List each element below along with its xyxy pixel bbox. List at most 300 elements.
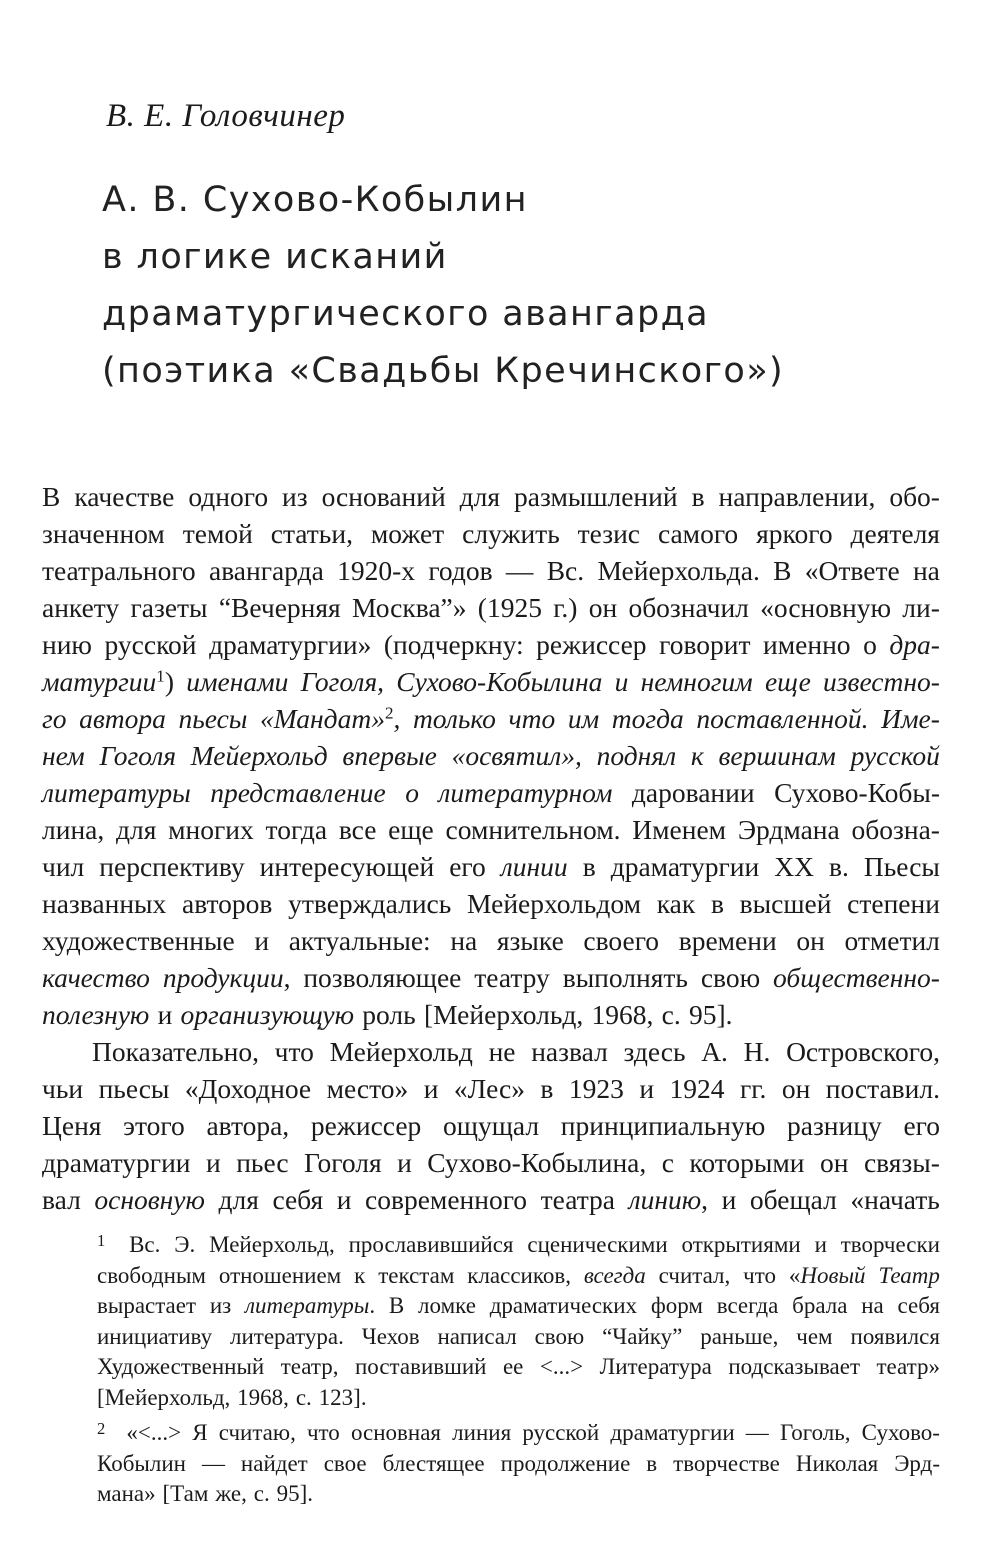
text-fragment: о bbox=[405, 777, 419, 808]
text-fragment: к bbox=[690, 740, 704, 771]
text-fragment: — bbox=[745, 1420, 769, 1445]
text-fragment: «<...> bbox=[126, 1420, 182, 1445]
footnotes bbox=[97, 1230, 940, 1510]
text-fragment: пьес bbox=[236, 1147, 289, 1178]
word bbox=[342, 737, 436, 774]
text-fragment: для bbox=[116, 814, 157, 845]
text-fragment: русской bbox=[104, 629, 197, 660]
word bbox=[692, 478, 705, 515]
word bbox=[324, 1449, 367, 1480]
word bbox=[792, 1291, 847, 1322]
word bbox=[659, 1261, 731, 1292]
word bbox=[861, 1291, 884, 1322]
word bbox=[584, 1261, 646, 1292]
word bbox=[210, 774, 386, 811]
text-fragment: этого bbox=[123, 1110, 185, 1141]
word bbox=[782, 1070, 810, 1107]
text-fragment: отношением bbox=[218, 1262, 342, 1288]
word bbox=[689, 996, 733, 1033]
word bbox=[540, 1352, 583, 1383]
word bbox=[449, 848, 486, 885]
word bbox=[97, 1352, 264, 1383]
text-fragment: гг. bbox=[740, 1073, 767, 1104]
text-fragment: обещал bbox=[749, 1184, 837, 1215]
word bbox=[282, 478, 308, 515]
text-fragment: Литература bbox=[599, 1354, 712, 1379]
text-fragment: брала bbox=[792, 1293, 848, 1318]
word bbox=[97, 1418, 115, 1449]
text-fragment: о bbox=[863, 629, 877, 660]
text-fragment: Гоголя, bbox=[300, 666, 385, 697]
word bbox=[42, 811, 104, 848]
word bbox=[192, 1418, 207, 1449]
text-fragment: и bbox=[254, 925, 270, 956]
text-fragment: что bbox=[306, 1420, 340, 1445]
title-line: в логике исканий bbox=[102, 237, 448, 277]
text-fragment: что bbox=[274, 1036, 314, 1067]
word bbox=[718, 737, 835, 774]
text-fragment: основную bbox=[94, 1184, 205, 1215]
text-fragment: драматических bbox=[489, 1293, 638, 1318]
word bbox=[632, 774, 755, 811]
word bbox=[773, 552, 791, 589]
text-fragment: высшей bbox=[739, 888, 832, 919]
text-fragment: и bbox=[639, 1073, 655, 1104]
text-fragment: представление bbox=[210, 777, 386, 808]
text-fragment: назвал bbox=[531, 1036, 608, 1067]
text-fragment: Эрдмана bbox=[737, 814, 840, 845]
word bbox=[42, 663, 174, 700]
text-fragment: он bbox=[781, 1073, 811, 1104]
word bbox=[355, 1352, 487, 1383]
text-fragment: литературы bbox=[42, 777, 191, 808]
word bbox=[275, 1033, 314, 1070]
word bbox=[589, 589, 617, 626]
word bbox=[851, 515, 940, 552]
word bbox=[42, 478, 60, 515]
word bbox=[218, 1181, 258, 1218]
word bbox=[42, 1144, 191, 1181]
text-fragment: Островского, bbox=[786, 1036, 940, 1067]
word bbox=[889, 478, 940, 515]
text-fragment: (подчеркну: bbox=[383, 629, 524, 660]
footnote-line bbox=[97, 1322, 940, 1353]
word bbox=[728, 1352, 860, 1383]
word bbox=[624, 1033, 686, 1070]
word bbox=[129, 1230, 160, 1261]
text-fragment: себя bbox=[897, 1293, 940, 1318]
word bbox=[92, 1033, 259, 1070]
body-line bbox=[42, 515, 940, 552]
text-fragment: Име- bbox=[881, 703, 940, 734]
word bbox=[288, 885, 451, 922]
text-fragment: себя bbox=[272, 1184, 324, 1215]
word bbox=[722, 1181, 737, 1218]
text-fragment: Мейерхольд, bbox=[209, 1232, 335, 1257]
word bbox=[820, 1144, 848, 1181]
text-fragment: — bbox=[505, 555, 534, 586]
word bbox=[662, 996, 681, 1033]
text-fragment: современного bbox=[365, 1184, 528, 1215]
word bbox=[97, 1383, 230, 1414]
text-fragment: тогда bbox=[265, 814, 328, 845]
text-fragment: самого bbox=[657, 518, 739, 549]
text-fragment: и bbox=[814, 1232, 827, 1257]
footnote-line bbox=[97, 1291, 940, 1322]
text-fragment: в bbox=[710, 888, 724, 919]
title-line: драматургического авангарда bbox=[102, 294, 710, 334]
footnote-line bbox=[97, 1352, 940, 1383]
text-fragment: связы- bbox=[863, 1147, 940, 1178]
word bbox=[691, 737, 704, 774]
word bbox=[42, 552, 196, 589]
word bbox=[182, 885, 272, 922]
word bbox=[354, 1261, 365, 1292]
word bbox=[202, 1449, 225, 1480]
word bbox=[215, 1479, 247, 1510]
word bbox=[438, 774, 612, 811]
body-line bbox=[42, 663, 940, 700]
word bbox=[362, 1322, 420, 1353]
text-fragment: в bbox=[582, 851, 596, 882]
word bbox=[42, 700, 66, 737]
word bbox=[497, 922, 564, 959]
text-fragment: Сухово-Кобы- bbox=[774, 777, 940, 808]
text-fragment: он bbox=[796, 925, 825, 956]
word bbox=[362, 996, 415, 1033]
word bbox=[796, 1449, 878, 1480]
text-fragment: анкету bbox=[42, 592, 120, 623]
word bbox=[97, 1449, 186, 1480]
word bbox=[628, 589, 748, 626]
body-line bbox=[42, 996, 940, 1033]
text-fragment: «освятил», bbox=[451, 740, 582, 771]
text-fragment: здесь bbox=[623, 1036, 686, 1067]
body-line bbox=[42, 552, 940, 589]
text-fragment: яркого bbox=[756, 518, 833, 549]
text-fragment: на bbox=[450, 925, 478, 956]
word bbox=[651, 1291, 703, 1322]
word bbox=[174, 1230, 195, 1261]
word bbox=[541, 1181, 615, 1218]
word bbox=[237, 1383, 289, 1414]
word bbox=[689, 1144, 804, 1181]
text-fragment: продукции bbox=[162, 962, 284, 993]
word bbox=[97, 1322, 212, 1353]
word bbox=[311, 1107, 421, 1144]
text-fragment: утверждались bbox=[288, 888, 452, 919]
text-fragment: Мейерхольда. bbox=[597, 555, 760, 586]
text-fragment: значенном bbox=[42, 518, 165, 549]
text-fragment: Театр bbox=[878, 1262, 940, 1288]
word bbox=[116, 811, 156, 848]
word bbox=[478, 589, 542, 626]
text-fragment: Гоголь, bbox=[779, 1420, 851, 1445]
text-fragment: В bbox=[388, 1293, 405, 1318]
text-fragment: на bbox=[861, 1293, 884, 1318]
word bbox=[97, 1230, 115, 1261]
word bbox=[826, 1070, 940, 1107]
word bbox=[236, 1144, 288, 1181]
text-fragment: Сухово- bbox=[861, 1420, 940, 1445]
text-fragment: и bbox=[206, 1147, 221, 1178]
word bbox=[796, 1322, 832, 1353]
text-fragment: степени bbox=[847, 888, 940, 919]
text-fragment: он bbox=[820, 1147, 849, 1178]
text-fragment: Э. bbox=[174, 1232, 196, 1257]
text-fragment: драматургии bbox=[42, 1147, 191, 1178]
text-fragment: — bbox=[201, 1450, 225, 1476]
text-fragment: ли- bbox=[902, 592, 940, 623]
word bbox=[659, 626, 750, 663]
word bbox=[424, 1070, 439, 1107]
word bbox=[658, 515, 738, 552]
text-fragment: направлении, bbox=[718, 481, 876, 512]
text-fragment: с. bbox=[253, 1481, 270, 1506]
word bbox=[42, 922, 235, 959]
text-fragment: В bbox=[773, 555, 792, 586]
word bbox=[527, 1230, 667, 1261]
word bbox=[388, 811, 434, 848]
body-line bbox=[42, 959, 940, 996]
text-fragment: из bbox=[282, 481, 308, 512]
text-fragment: времени bbox=[678, 925, 777, 956]
word bbox=[254, 1479, 270, 1510]
word bbox=[894, 1449, 940, 1480]
text-fragment: и bbox=[614, 666, 629, 697]
text-fragment: качестве bbox=[74, 481, 175, 512]
text-fragment: линии bbox=[500, 851, 568, 882]
text-fragment: может bbox=[370, 518, 445, 549]
word bbox=[277, 1479, 313, 1510]
text-fragment: в bbox=[691, 481, 705, 512]
text-fragment: литературном bbox=[438, 777, 613, 808]
text-fragment: Именем bbox=[632, 814, 727, 845]
article-title bbox=[102, 172, 962, 400]
body-line bbox=[42, 737, 940, 774]
text-fragment: только bbox=[412, 703, 496, 734]
word bbox=[646, 1449, 657, 1480]
text-fragment: тогда bbox=[611, 703, 684, 734]
text-fragment: <...> bbox=[539, 1354, 584, 1379]
word bbox=[42, 885, 166, 922]
word bbox=[245, 1291, 375, 1322]
word bbox=[610, 1418, 734, 1449]
word bbox=[531, 1033, 608, 1070]
word bbox=[209, 1230, 335, 1261]
word bbox=[241, 1449, 308, 1480]
word bbox=[74, 478, 174, 515]
text-fragment: общественно- bbox=[773, 962, 940, 993]
text-fragment: Сухово-Кобылина, bbox=[427, 1147, 647, 1178]
word bbox=[889, 626, 940, 663]
word bbox=[219, 1261, 341, 1292]
word bbox=[437, 1322, 516, 1353]
text-fragment: деятеля bbox=[850, 518, 940, 549]
word bbox=[851, 1322, 940, 1353]
text-fragment: его bbox=[449, 851, 486, 882]
word bbox=[561, 1107, 766, 1144]
word bbox=[877, 1352, 941, 1383]
text-fragment: классиков, bbox=[467, 1262, 571, 1288]
word bbox=[881, 700, 940, 737]
word bbox=[450, 922, 477, 959]
word bbox=[878, 1261, 939, 1292]
word bbox=[418, 1291, 476, 1322]
text-fragment: Вс. bbox=[129, 1232, 161, 1257]
body-line bbox=[42, 1070, 940, 1107]
text-fragment: тезис bbox=[577, 518, 641, 549]
word bbox=[756, 515, 832, 552]
text-fragment: 1968, bbox=[591, 999, 654, 1030]
text-fragment: Ценя bbox=[42, 1110, 102, 1141]
word bbox=[365, 1181, 527, 1218]
word bbox=[446, 811, 621, 848]
word bbox=[823, 663, 940, 700]
text-fragment: статьи, bbox=[270, 518, 353, 549]
word bbox=[397, 1144, 412, 1181]
text-fragment: «Мандат» bbox=[260, 703, 385, 734]
word bbox=[123, 1107, 185, 1144]
word bbox=[506, 552, 534, 589]
word bbox=[42, 996, 149, 1033]
text-fragment: форм bbox=[650, 1293, 703, 1318]
word bbox=[181, 996, 355, 1033]
text-fragment: г.) bbox=[553, 592, 578, 623]
text-fragment: немногим bbox=[640, 666, 753, 697]
word bbox=[454, 1070, 525, 1107]
text-fragment: 1924 bbox=[669, 1073, 725, 1104]
text-fragment: 95]. bbox=[276, 1481, 314, 1506]
text-fragment: го bbox=[42, 703, 67, 734]
word bbox=[569, 1070, 624, 1107]
body-line bbox=[42, 700, 940, 737]
footnote-line bbox=[97, 1479, 940, 1510]
word bbox=[743, 1261, 776, 1292]
text-fragment: Мейерхольд bbox=[329, 1036, 473, 1067]
text-fragment: чем bbox=[796, 1323, 833, 1349]
text-fragment: Показательно, bbox=[92, 1036, 259, 1067]
text-fragment: драматургии bbox=[610, 851, 760, 882]
text-fragment: Гоголя bbox=[99, 740, 177, 771]
text-fragment: перспективу bbox=[99, 851, 245, 882]
word bbox=[452, 737, 582, 774]
text-fragment: вершинам bbox=[718, 740, 836, 771]
word bbox=[774, 848, 814, 885]
word bbox=[719, 478, 876, 515]
text-fragment: сомнительном. bbox=[445, 814, 621, 845]
word bbox=[536, 626, 646, 663]
word bbox=[701, 1033, 728, 1070]
word bbox=[289, 922, 431, 959]
text-fragment: размышлений bbox=[514, 481, 678, 512]
body-line bbox=[42, 1144, 940, 1181]
text-fragment: Мейерхольд bbox=[190, 740, 328, 771]
text-fragment: именами bbox=[186, 666, 289, 697]
word bbox=[396, 663, 602, 700]
word bbox=[774, 774, 940, 811]
word bbox=[296, 1383, 312, 1414]
word bbox=[260, 848, 435, 885]
text-fragment: линия bbox=[452, 1420, 512, 1445]
word bbox=[330, 1033, 473, 1070]
word bbox=[780, 1418, 851, 1449]
word bbox=[597, 552, 759, 589]
word bbox=[79, 700, 166, 737]
title-line: А. В. Сухово-Кобылин bbox=[102, 180, 528, 220]
word bbox=[99, 737, 176, 774]
word bbox=[42, 515, 165, 552]
text-fragment: матургии bbox=[42, 666, 157, 697]
text-fragment: драматургии bbox=[610, 1420, 735, 1445]
text-fragment: ) bbox=[164, 666, 174, 697]
text-fragment: свое bbox=[323, 1450, 367, 1476]
word bbox=[219, 589, 341, 626]
text-fragment: его bbox=[903, 1110, 940, 1141]
word bbox=[42, 959, 150, 996]
word bbox=[547, 552, 584, 589]
text-fragment: не bbox=[488, 1036, 516, 1067]
text-fragment: Пьесы bbox=[863, 851, 940, 882]
text-fragment: Н. bbox=[743, 1036, 771, 1067]
word bbox=[717, 1291, 779, 1322]
word bbox=[327, 1070, 409, 1107]
footnote-line bbox=[97, 1449, 940, 1480]
text-fragment: с. bbox=[661, 999, 681, 1030]
text-fragment: обозна- bbox=[851, 814, 940, 845]
text-fragment: художественные bbox=[42, 925, 235, 956]
text-fragment: прославившийся bbox=[348, 1232, 514, 1257]
text-fragment: открытиями bbox=[681, 1232, 801, 1257]
footnote-line bbox=[97, 1418, 940, 1449]
word bbox=[763, 626, 851, 663]
word bbox=[424, 996, 583, 1033]
word bbox=[42, 1070, 83, 1107]
word bbox=[682, 1230, 801, 1261]
word bbox=[349, 1230, 514, 1261]
word bbox=[563, 959, 688, 996]
word bbox=[42, 1181, 81, 1218]
footnote-line bbox=[97, 1230, 940, 1261]
text-fragment: , bbox=[393, 703, 401, 734]
text-fragment: театра bbox=[540, 1184, 616, 1215]
text-fragment: XX bbox=[774, 851, 814, 882]
text-fragment: инициативу bbox=[97, 1323, 213, 1349]
word bbox=[670, 1070, 725, 1107]
text-fragment: еще bbox=[764, 666, 811, 697]
footnote-ref: 1 bbox=[156, 666, 165, 686]
word bbox=[789, 1261, 866, 1292]
text-fragment: 95]. bbox=[689, 999, 733, 1030]
word bbox=[611, 848, 760, 885]
text-fragment: годов bbox=[428, 555, 493, 586]
text-fragment: авангарда bbox=[208, 555, 324, 586]
text-fragment: вал bbox=[42, 1184, 81, 1215]
text-fragment: им bbox=[567, 703, 600, 734]
word bbox=[902, 589, 940, 626]
word bbox=[696, 700, 868, 737]
word bbox=[168, 811, 254, 848]
text-fragment: поставил. bbox=[825, 1073, 940, 1104]
word bbox=[489, 1033, 516, 1070]
text-fragment: одного bbox=[188, 481, 269, 512]
word bbox=[740, 1070, 766, 1107]
text-fragment: поставленной. bbox=[696, 703, 869, 734]
word bbox=[600, 1352, 712, 1383]
word bbox=[592, 996, 654, 1033]
word bbox=[740, 885, 832, 922]
word bbox=[460, 478, 500, 515]
